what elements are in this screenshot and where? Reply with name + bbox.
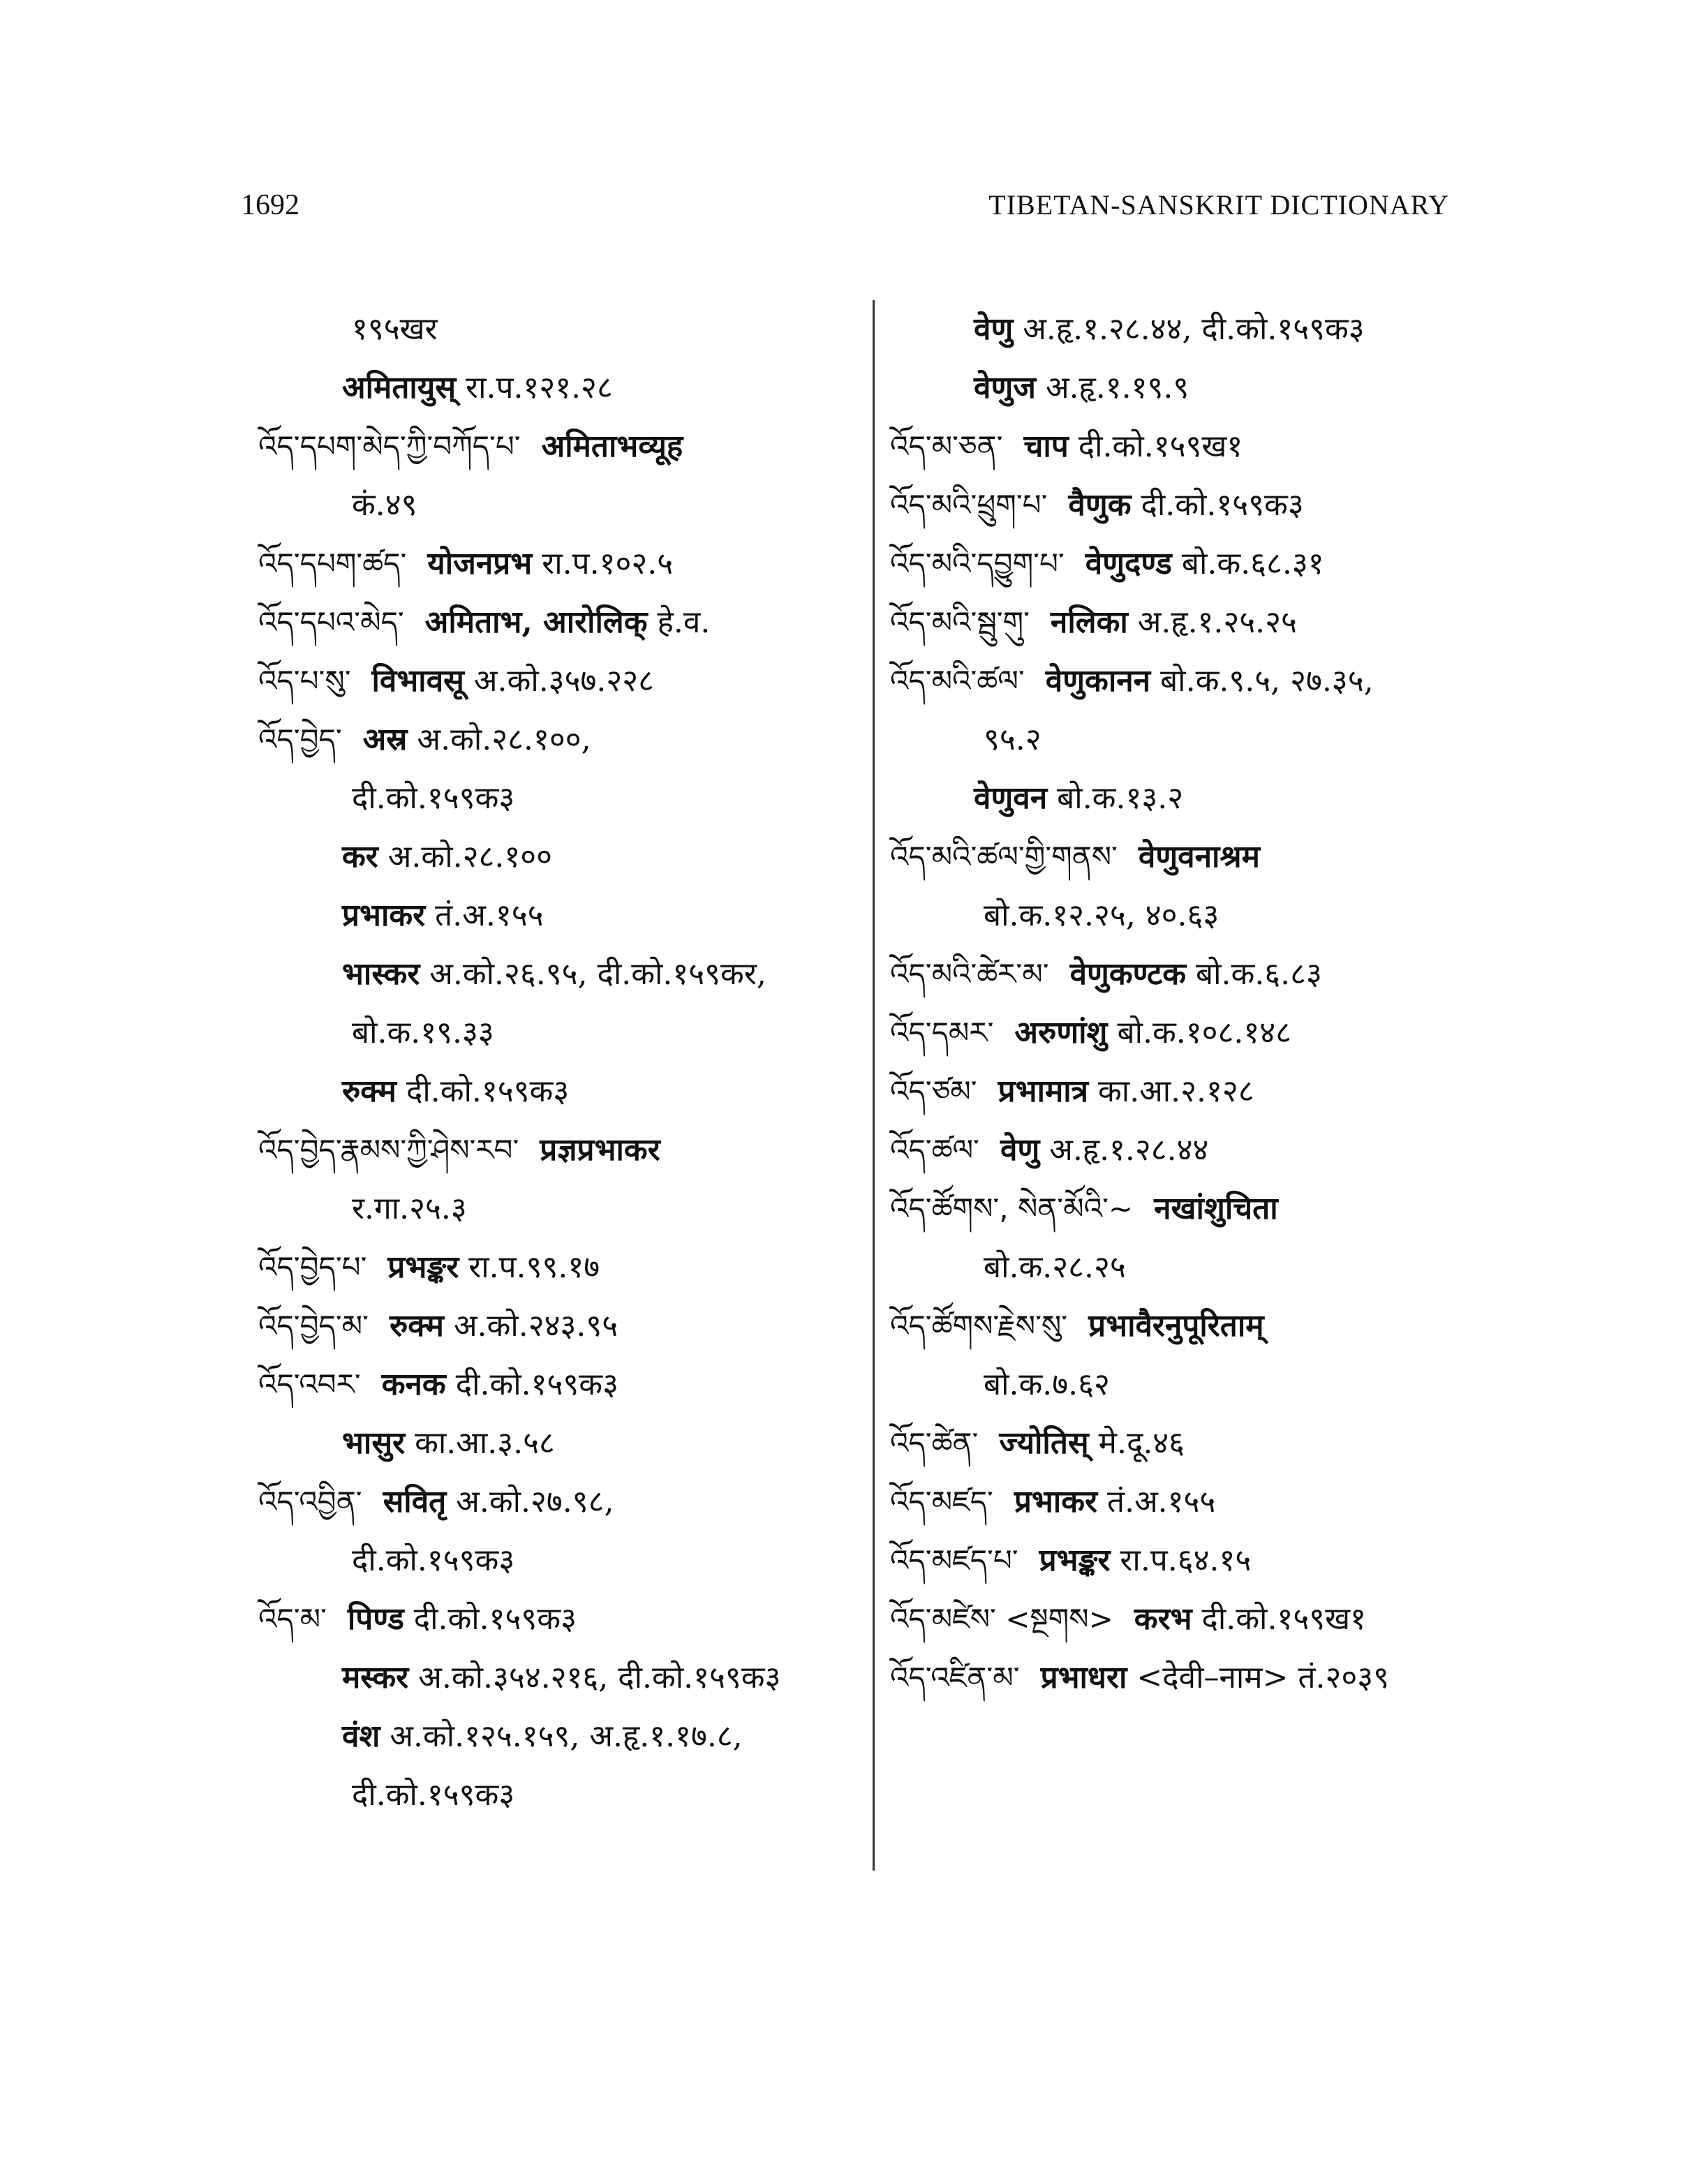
dictionary-line [890,535,1504,593]
sanskrit-equivalent: वेणुवन [974,780,1048,816]
sanskrit-equivalent: वेणुज [974,370,1036,406]
source-reference: दी.को.१५९क३ [406,1074,570,1109]
dictionary-line [258,945,859,1004]
dictionary-line [258,1414,859,1473]
dictionary-line [258,1004,859,1062]
source-reference: हे.व. [657,604,711,640]
source-reference: दी.को.१५९क३ [413,1601,577,1637]
dictionary-line [258,476,859,535]
tibetan-headword: འོད་དཔག་མེད་ཀྱི་བཀོད་པ་ [258,429,521,463]
dictionary-line [258,1238,859,1297]
tibetan-headword: འོད་བྱེད་མ་ [258,1309,369,1343]
sanskrit-equivalent: वैणुक [1068,487,1132,523]
running-head: TIBETAN-SANSKRIT DICTIONARY [988,189,1449,221]
tibetan-headword: འོད་མའི་ཚལ་ [890,664,1025,698]
source-reference: अ.को.१२५.१५९, अ.हृ.१.१७.८, [390,1718,743,1754]
source-reference: कं.४९ [352,487,417,523]
sanskrit-equivalent: योजनप्रभ [427,546,533,581]
source-reference: अ.को.२८.१००, [417,722,591,757]
source-reference: अ.हृ.१.२८.४४ [1049,1132,1209,1168]
dictionary-line [258,828,859,886]
dictionary-line [258,1355,859,1414]
tibetan-headword: འོད་དམར་ [890,1016,994,1050]
sanskrit-equivalent: प्रभाधरा [1040,1660,1127,1695]
dictionary-line [890,1590,1504,1649]
sanskrit-equivalent: विभावसू [371,663,464,699]
source-reference: र.गा.२५.३ [352,1191,467,1226]
source-reference: <देवी–नाम> तं.२०३९ [1136,1660,1390,1695]
source-reference: अ.को.२६.९५, दी.को.१५९कर, [429,956,766,992]
source-reference: का.आ.३.५८ [415,1425,555,1461]
source-reference: बो.क.६८.३१ [1181,546,1324,581]
sanskrit-equivalent: अस्र [362,722,408,757]
tibetan-headword: འོད་མའི་ཚལ་གྱི་གནས་ [890,840,1118,874]
dictionary-line [258,1180,859,1238]
tibetan-headword: འོད་ཙམ་ [890,1074,977,1108]
page-header [241,188,1449,230]
dictionary-line [258,1531,859,1590]
tibetan-headword: འོད་མའི་ཕྲུག་པ་ [890,488,1048,522]
dictionary-line [890,652,1504,711]
dictionary-line [258,1473,859,1531]
sanskrit-equivalent: कनक [381,1367,446,1402]
source-reference: अ.हृ.१.१९.९ [1045,370,1189,406]
source-reference: ९५.२ [984,722,1042,757]
dictionary-line [890,1297,1504,1355]
sanskrit-equivalent: करभ [1134,1601,1192,1637]
dictionary-line [890,476,1504,535]
source-reference: रा.प.६४.१५ [1120,1543,1252,1578]
sanskrit-equivalent: चाप [1023,429,1069,464]
dictionary-line [890,1473,1504,1531]
source-reference: बो.क.१९.३३ [352,1015,494,1050]
source-reference: मे.दू.४६ [1098,1425,1185,1461]
tibetan-headword: འོད་བྱེད་ [258,722,342,757]
source-reference: तं.अ.१५५ [1107,1484,1216,1520]
dictionary-line [258,1766,859,1825]
dictionary-line [890,1004,1504,1062]
dictionary-line [890,359,1504,417]
sanskrit-equivalent: नखांशुचिता [1154,1191,1278,1226]
source-reference: रा.प.१२१.२८ [466,370,613,406]
tibetan-headword: འོད་དཔག་ཚད་ [258,547,407,581]
dictionary-line [890,1531,1504,1590]
source-reference: बो.क.१३.२ [1057,780,1184,816]
dictionary-line [890,300,1504,359]
source-reference: दी.को.१५९क३ [455,1367,618,1402]
dictionary-line [258,711,859,769]
dictionary-line [258,1121,859,1180]
source-reference: बो.क.२८.२५ [984,1249,1126,1285]
dictionary-line [890,1414,1504,1473]
sanskrit-equivalent: वेणुकण्टक [1069,956,1187,992]
left-column [258,300,859,1825]
tibetan-headword: འོད་དཔའ་མེད་ [258,605,404,639]
tibetan-headword: འོད་མའི་ཚེར་མ་ [890,957,1049,991]
dictionary-line [258,769,859,828]
sanskrit-equivalent: प्रभाकर [1014,1484,1097,1520]
sanskrit-equivalent: प्रभामात्र [998,1074,1088,1109]
dictionary-line [258,535,859,593]
sanskrit-equivalent: रुक्म [389,1308,444,1344]
source-reference: १९५खर [352,311,438,347]
sanskrit-equivalent: भास्कर [342,956,420,992]
tibetan-headword: འོད་བྱེད་རྣམས་ཀྱི་ཤེས་རབ་ [258,1133,519,1167]
dictionary-line [890,1238,1504,1297]
dictionary-line [258,1707,859,1766]
column-divider [873,300,875,1871]
source-reference: अ.हृ.१.२५.२५ [1137,604,1297,640]
sanskrit-equivalent: रुक्म [342,1074,396,1109]
dictionary-line [890,711,1504,769]
source-reference: अ.को.३५७.२२८ [473,663,654,699]
source-reference: बो.क.९.५, २७.३५, [1160,663,1374,699]
source-reference: बो.क.६.८३ [1196,956,1322,992]
sanskrit-equivalent: वेणुकानन [1045,663,1151,699]
sanskrit-equivalent: वेणुवनाश्रम [1138,839,1260,875]
source-reference: का.आ.२.१२८ [1098,1074,1254,1109]
dictionary-line [890,1121,1504,1180]
dictionary-line [258,1062,859,1121]
sanskrit-equivalent: वेणुदण्ड [1085,546,1172,581]
dictionary-line [258,300,859,359]
dictionary-line [890,945,1504,1004]
tibetan-headword: འོད་མའི་སྦུ་གུ་ [890,605,1030,639]
dictionary-line [890,769,1504,828]
sanskrit-equivalent: प्रभङ्कर [1039,1543,1111,1578]
dictionary-line [890,593,1504,652]
sanskrit-equivalent: अमिताभव्यूह [541,429,683,464]
tibetan-headword: འོད་མའི་དབྱུག་པ་ [890,547,1065,581]
dictionary-line [890,1355,1504,1414]
tibetan-headword: འོད་པ་སུ་ [258,664,351,698]
tibetan-headword: འོད་མཛད་པ་ [890,1543,1018,1577]
tibetan-headword: འོད་ཚོགས་རྗེས་སུ་ [890,1309,1068,1343]
tibetan-headword: འོད་མཛད་ [890,1485,993,1519]
sanskrit-equivalent: वंश [342,1718,380,1754]
dictionary-line [258,1590,859,1649]
source-reference: अ.को.२४३.९५ [453,1308,618,1344]
source-reference: दी.को.१५९क३ [352,1777,515,1813]
sanskrit-equivalent: प्रभावैरनुपूरिताम् [1088,1308,1264,1344]
tibetan-headword: འོད་འཛིན་མ་ [890,1661,1020,1695]
tibetan-headword: འོད་འབར་ [258,1367,361,1402]
dictionary-line [258,1297,859,1355]
sanskrit-equivalent: सवितृ [383,1484,447,1520]
dictionary-line [258,1649,859,1707]
tibetan-headword: འོད་ཚེན་ [890,1426,979,1460]
right-column [890,300,1504,1707]
sanskrit-equivalent: नलिका [1050,604,1128,640]
source-reference: बो.क.१२.२५, ४०.६३ [984,898,1220,933]
source-reference: अ.को.२७.९८, [456,1484,614,1520]
dictionary-line [890,1062,1504,1121]
dictionary-line [258,886,859,945]
sanskrit-equivalent: अमितायुस् [342,370,457,406]
sanskrit-equivalent: वेणु [974,311,1014,347]
source-reference: अ.को.३५४.२१६, दी.को.१५९क३ [418,1660,781,1695]
sanskrit-equivalent: भासुर [342,1425,406,1461]
tibetan-headword: འོད་ཚལ་ [890,1133,979,1167]
sanskrit-equivalent: प्रज्ञप्रभाकर [540,1132,660,1168]
dictionary-line [890,1180,1504,1238]
sanskrit-equivalent: प्रभङ्कर [387,1249,459,1285]
dictionary-line [890,828,1504,886]
source-reference: अ.को.२८.१०० [387,839,552,875]
dictionary-line [258,593,859,652]
source-reference: दी.को.१५९क३ [352,780,515,816]
source-reference: रा.प.९९.१७ [468,1249,600,1285]
dictionary-line [890,886,1504,945]
dictionary-line [258,359,859,417]
sanskrit-equivalent: अमिताभ, आरोलिक् [424,604,648,640]
sanskrit-equivalent: ज्योतिस् [999,1425,1089,1461]
source-reference: दी.को.१५९क३ [1141,487,1304,523]
tibetan-headword: འོད་མ་ [258,1602,327,1636]
tibetan-headword: འོད་འབྱིན་ [258,1485,362,1519]
sanskrit-equivalent: मस्कर [342,1660,409,1695]
source-reference: बो.क.१०८.१४८ [1117,1015,1292,1050]
page-number: 1692 [241,189,299,221]
source-reference: अ.हृ.१.२८.४४, दी.को.१५९क३ [1023,311,1365,347]
dictionary-line [890,417,1504,476]
source-reference: रा.प.१०२.५ [542,546,674,581]
sanskrit-equivalent: कर [342,839,378,875]
source-reference: बो.क.७.६२ [984,1367,1110,1402]
tibetan-headword: འོད་མཛེས་ <སྔགས> [890,1602,1113,1636]
tibetan-headword: འོད་ཚོགས་, སེན་མོའི་~ [890,1191,1134,1226]
source-reference: तं.अ.१५५ [435,898,544,933]
sanskrit-equivalent: प्रभाकर [342,898,426,933]
sanskrit-equivalent: अरुणांशु [1014,1015,1108,1050]
source-reference: दी.को.१५९ख१ [1201,1601,1366,1637]
tibetan-headword: འོད་མ་ཅན་ [890,429,1003,463]
source-reference: दी.को.१५९ख१ [1078,429,1243,464]
dictionary-line [890,1649,1504,1707]
sanskrit-equivalent: पिण्ड [347,1601,404,1637]
dictionary-line [258,417,859,476]
dictionary-line [258,652,859,711]
sanskrit-equivalent: वेणु [1000,1132,1040,1168]
tibetan-headword: འོད་བྱེད་པ་ [258,1250,367,1284]
source-reference: दी.को.१५९क३ [352,1543,515,1578]
